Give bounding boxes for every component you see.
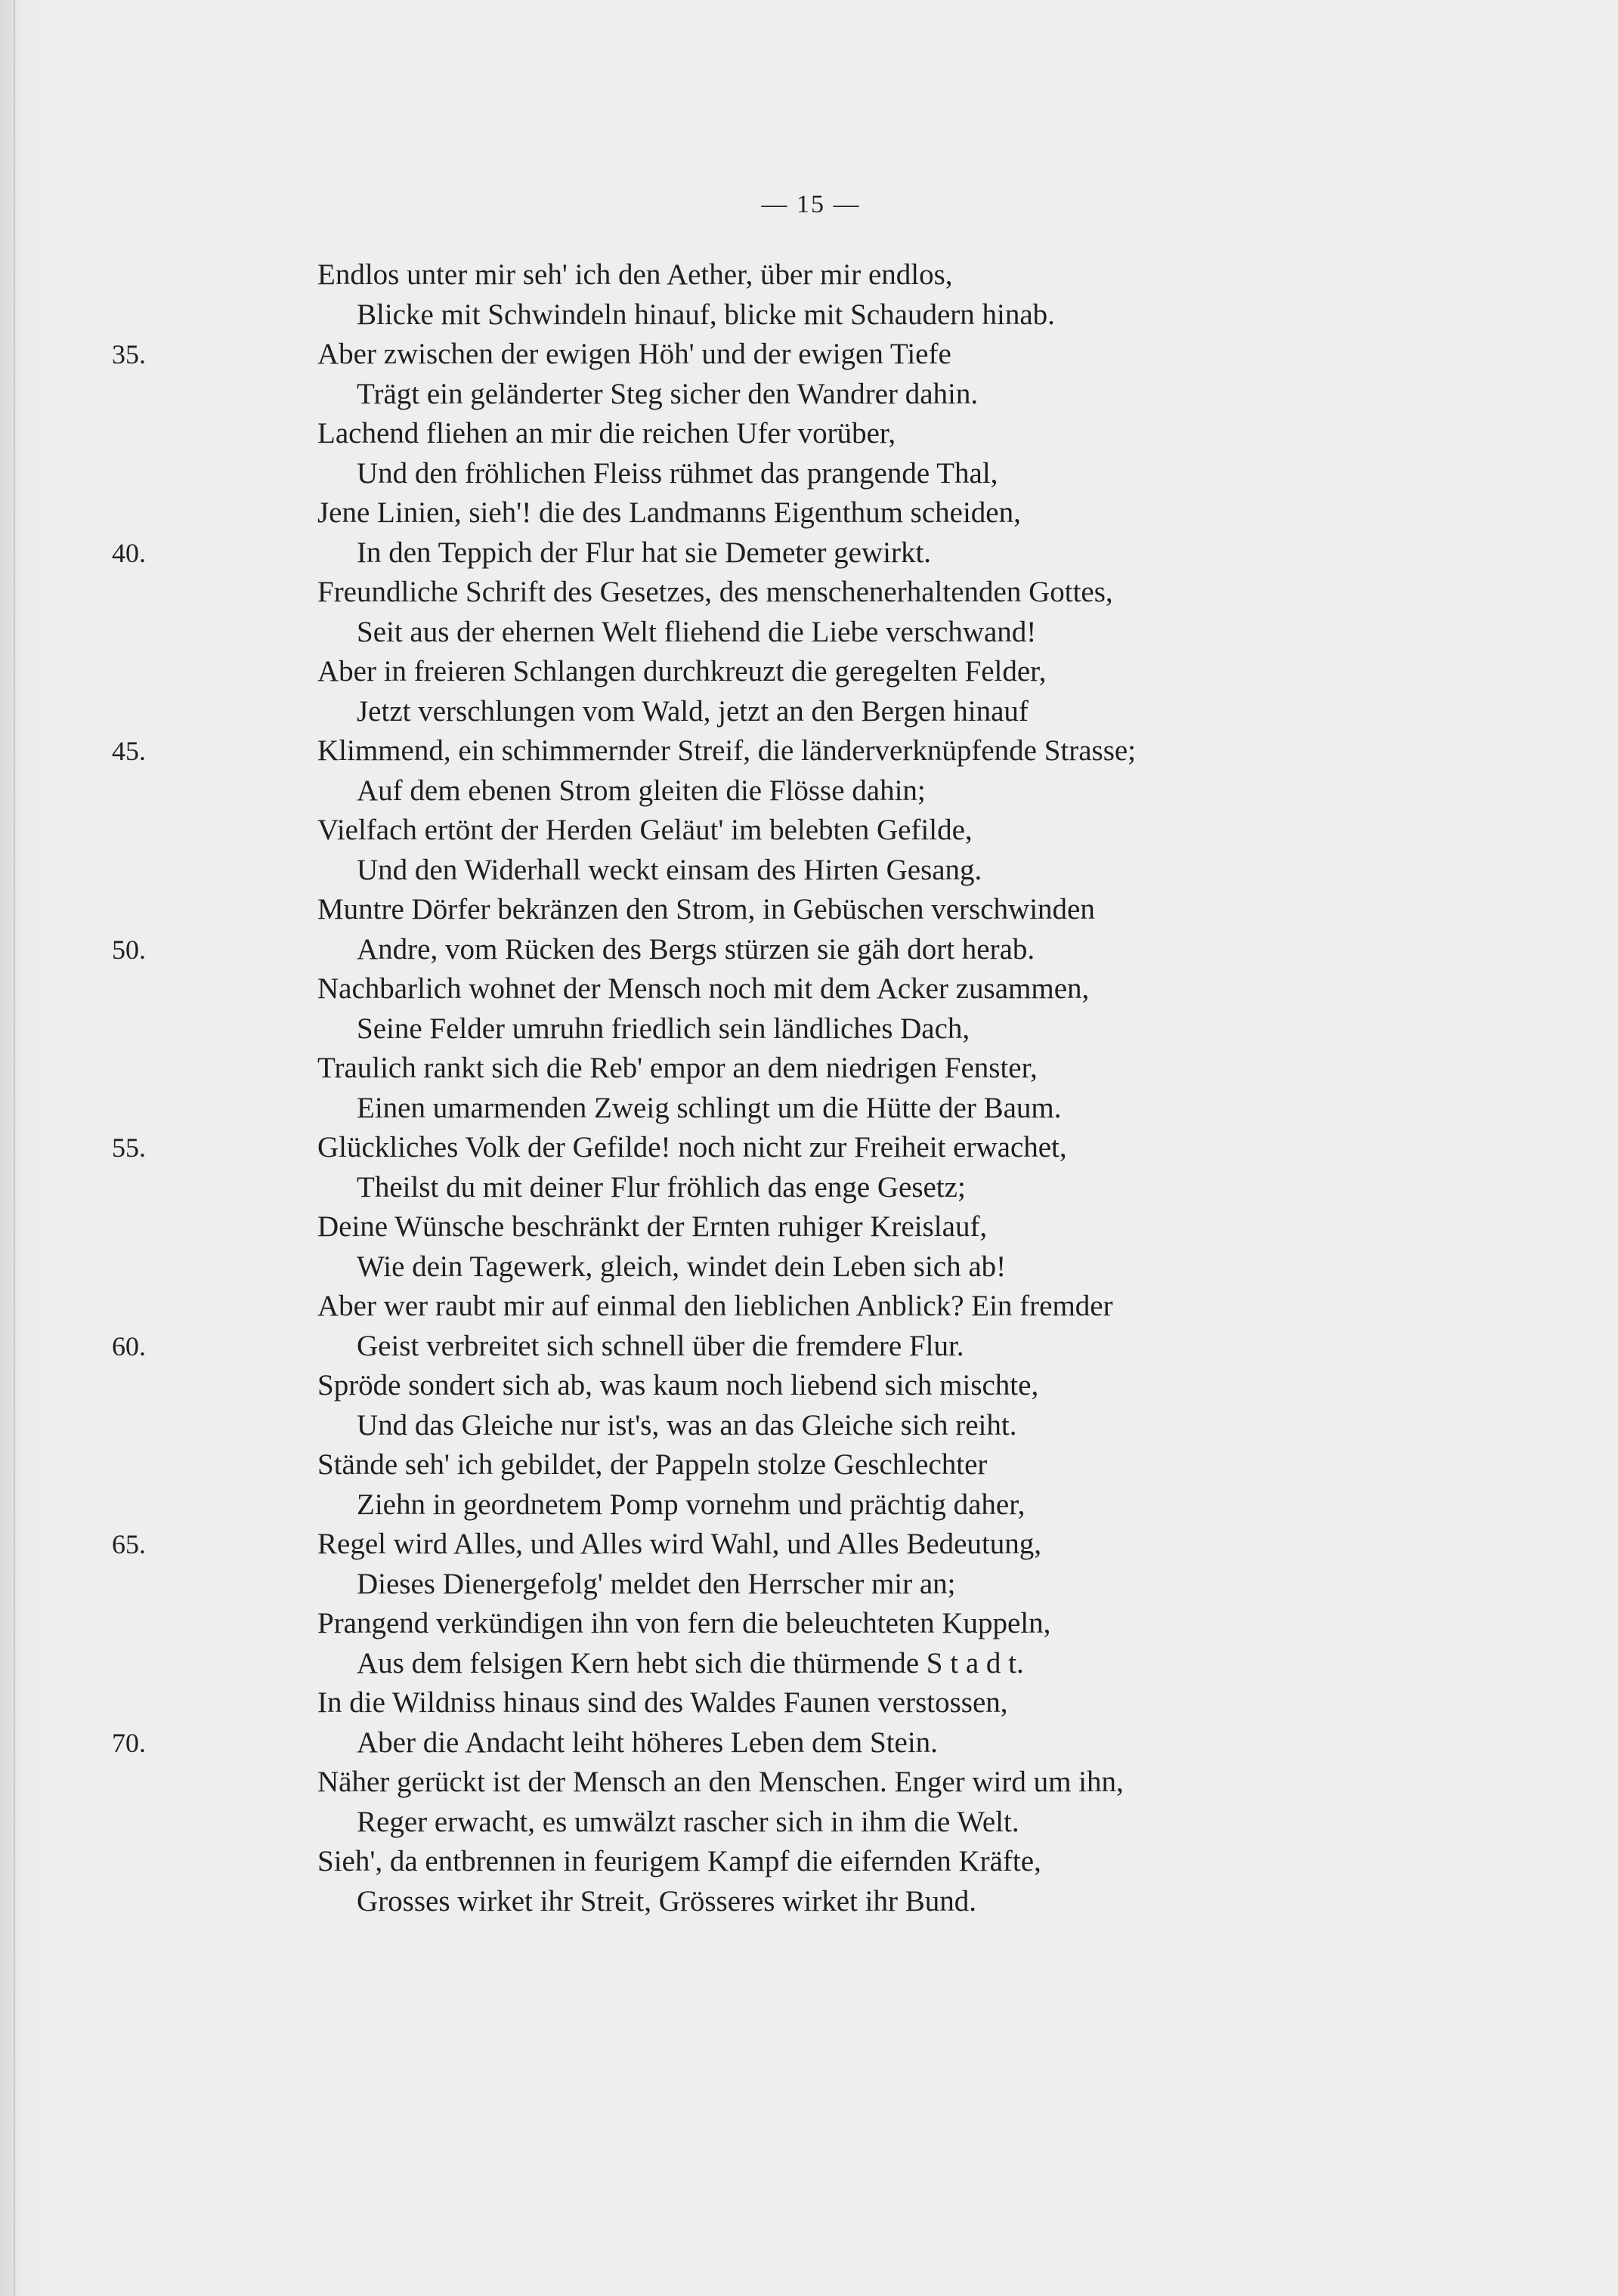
page-number — [0, 190, 1618, 219]
verse-line — [0, 1049, 1618, 1089]
verse-text: Klimmend, ein schimmernder Streif, die länderverknüpfende Strasse; — [317, 734, 1137, 767]
verse-line — [0, 613, 1618, 653]
line-number: 40. — [112, 537, 146, 568]
verse-line — [0, 771, 1618, 811]
verse-text: Traulich rankt sich die Reb' empor an dem niedrigen Fenster, — [317, 1052, 1038, 1084]
line-number: 65. — [112, 1529, 146, 1559]
verse-line — [0, 533, 1618, 573]
verse-text: Trägt ein geländerter Steg sicher den Wandrer dahin. — [357, 377, 979, 410]
verse-line — [0, 969, 1618, 1009]
line-number: 55. — [112, 1133, 146, 1163]
verse-line — [0, 335, 1618, 375]
verse-line — [0, 1842, 1618, 1882]
line-number: 50. — [112, 934, 146, 965]
verse-text: Theilst du mit deiner Flur fröhlich das enge Gesetz; — [357, 1170, 966, 1204]
verse-text: Und den Widerhall weckt einsam des Hirten Gesang. — [357, 853, 982, 886]
verse-line — [0, 1644, 1618, 1684]
verse-line — [0, 1803, 1618, 1843]
verse-text: Lachend fliehen an mir die reichen Ufer vorüber, — [317, 417, 896, 450]
verse-line — [0, 1445, 1618, 1485]
verse-line — [0, 1287, 1618, 1327]
verse-text: Deine Wünsche beschränkt der Ernten ruhiger Kreislauf, — [317, 1210, 988, 1243]
poem-verse-block — [0, 255, 1618, 1921]
verse-text: Geist verbreitet sich schnell über die fremdere Flur. — [357, 1329, 964, 1362]
verse-text: Aber zwischen der ewigen Höh' und der ewigen Tiefe — [317, 338, 951, 370]
verse-text: Prangend verkündigen ihn von fern die beleuchteten Kuppeln, — [317, 1607, 1051, 1639]
verse-text: Aber in freieren Schlangen durchkreuzt die geregelten Felder, — [317, 655, 1047, 688]
verse-text: Blicke mit Schwindeln hinauf, blicke mit Schaudern hinab. — [357, 298, 1055, 331]
verse-text: Dieses Dienergefolg' meldet den Herrscher mir an; — [357, 1567, 956, 1600]
verse-text: Freundliche Schrift des Gesetzes, des menschenerhaltenden Gottes, — [317, 576, 1113, 608]
verse-text: Näher gerückt ist der Mensch an den Menschen. Enger wird um ihn, — [317, 1766, 1124, 1798]
verse-text: In die Wildniss hinaus sind des Waldes Faunen verstossen, — [317, 1686, 1008, 1719]
verse-line — [0, 1406, 1618, 1446]
verse-line — [0, 1089, 1618, 1129]
verse-line — [0, 652, 1618, 692]
verse-text: Wie dein Tagewerk, gleich, windet dein Leben sich ab! — [357, 1250, 1007, 1283]
verse-line — [0, 1168, 1618, 1208]
line-number: 60. — [112, 1330, 146, 1361]
verse-text: Und das Gleiche nur ist's, was an das Gleiche sich reiht. — [357, 1408, 1017, 1442]
verse-line — [0, 1009, 1618, 1049]
verse-text: Muntre Dörfer bekränzen den Strom, in Gebüschen verschwinden — [317, 893, 1095, 926]
verse-text: Vielfach ertönt der Herden Geläut' im belebten Gefilde, — [317, 814, 973, 846]
verse-line — [0, 1882, 1618, 1922]
verse-line — [0, 295, 1618, 335]
line-number: 70. — [112, 1727, 146, 1758]
verse-text: Regel wird Alles, und Alles wird Wahl, und Alles Bedeutung, — [317, 1528, 1042, 1560]
verse-text: Einen umarmenden Zweig schlingt um die Hütte der Baum. — [357, 1091, 1062, 1124]
verse-text: Reger erwacht, es umwälzt rascher sich in ihm die Welt. — [357, 1805, 1019, 1838]
verse-line — [0, 1128, 1618, 1168]
verse-text: Andre, vom Rücken des Bergs stürzen sie gäh dort herab. — [357, 932, 1035, 966]
verse-text: In den Teppich der Flur hat sie Demeter gewirkt. — [357, 536, 932, 569]
verse-text: Seit aus der ehernen Welt fliehend die Liebe verschwand! — [357, 615, 1037, 648]
verse-text: Grosses wirket ihr Streit, Grösseres wirket ihr Bund. — [357, 1884, 976, 1917]
verse-line — [0, 1604, 1618, 1644]
verse-text: Jene Linien, sieh'! die des Landmanns Eigenthum scheiden, — [317, 496, 1021, 529]
verse-line — [0, 1485, 1618, 1525]
verse-line — [0, 1327, 1618, 1367]
verse-text: Sieh', da entbrennen in feurigem Kampf die eifernden Kräfte, — [317, 1845, 1041, 1877]
verse-line — [0, 573, 1618, 613]
page-number-text: — 15 — — [761, 190, 861, 218]
line-number: 45. — [112, 736, 146, 766]
verse-line — [0, 1683, 1618, 1723]
verse-line — [0, 731, 1618, 771]
verse-line — [0, 851, 1618, 891]
verse-line — [0, 811, 1618, 851]
verse-line — [0, 1723, 1618, 1763]
verse-text: Stände seh' ich gebildet, der Pappeln stolze Geschlechter — [317, 1448, 988, 1481]
verse-text: Jetzt verschlungen vom Wald, jetzt an den Bergen hinauf — [357, 694, 1029, 728]
verse-line — [0, 1565, 1618, 1605]
verse-text: Aus dem felsigen Kern hebt sich die thürmende S t a d t. — [357, 1646, 1024, 1680]
verse-line — [0, 1366, 1618, 1406]
verse-line — [0, 1763, 1618, 1803]
verse-text: Auf dem ebenen Strom gleiten die Flösse dahin; — [357, 774, 926, 807]
verse-text: Aber die Andacht leiht höheres Leben dem Stein. — [357, 1726, 938, 1759]
verse-text: Aber wer raubt mir auf einmal den lieblichen Anblick? Ein fremder — [317, 1290, 1113, 1322]
verse-line — [0, 493, 1618, 533]
verse-line — [0, 255, 1618, 295]
verse-line — [0, 692, 1618, 732]
verse-line — [0, 1247, 1618, 1287]
verse-text: Und den fröhlichen Fleiss rühmet das prangende Thal, — [357, 456, 998, 490]
verse-text: Glückliches Volk der Gefilde! noch nicht zur Freiheit erwachet, — [317, 1131, 1067, 1163]
verse-line — [0, 930, 1618, 970]
verse-line — [0, 890, 1618, 930]
verse-line — [0, 414, 1618, 454]
line-number: 35. — [112, 339, 146, 369]
verse-text: Nachbarlich wohnet der Mensch noch mit dem Acker zusammen, — [317, 972, 1090, 1005]
verse-line — [0, 375, 1618, 415]
verse-text: Ziehn in geordnetem Pomp vornehm und prächtig daher, — [357, 1488, 1026, 1521]
verse-text: Endlos unter mir seh' ich den Aether, über mir endlos, — [317, 258, 953, 291]
verse-text: Spröde sondert sich ab, was kaum noch liebend sich mischte, — [317, 1369, 1039, 1401]
verse-line — [0, 1207, 1618, 1247]
verse-line — [0, 1525, 1618, 1565]
verse-line — [0, 454, 1618, 494]
verse-text: Seine Felder umruhn friedlich sein ländliches Dach, — [357, 1012, 970, 1045]
